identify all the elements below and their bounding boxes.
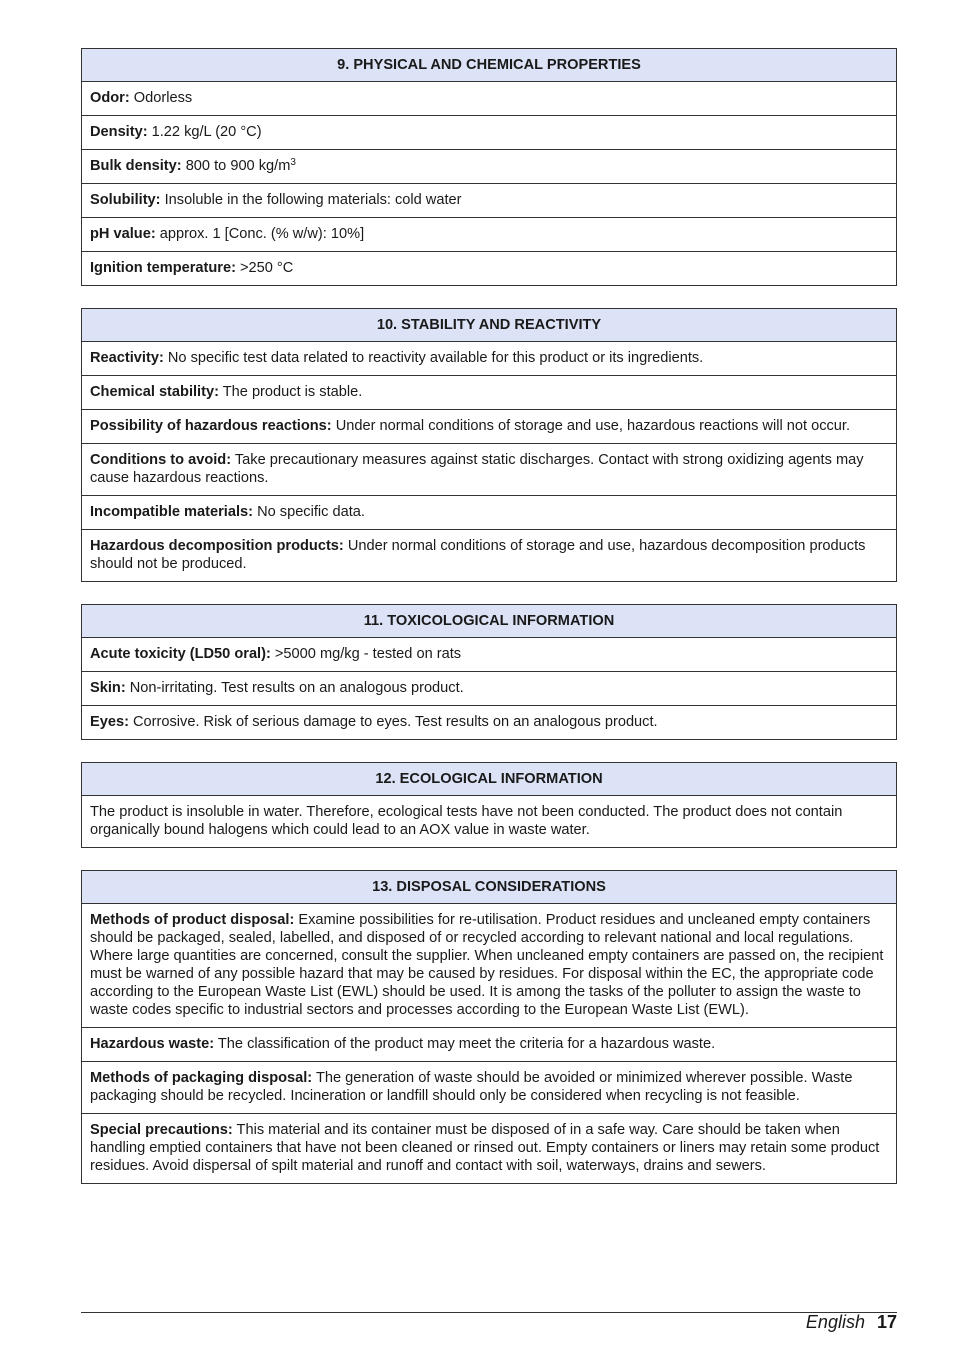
property-row <box>82 116 897 150</box>
property-label: Hazardous waste: <box>90 1036 215 1052</box>
section-title: 9. PHYSICAL AND CHEMICAL PROPERTIES <box>82 49 897 82</box>
property-label: Reactivity: <box>90 350 164 366</box>
property-value: approx. 1 [Conc. (% w/w): 10%] <box>155 226 365 242</box>
property-row <box>82 150 897 184</box>
property-value: Insoluble in the following materials: cold water <box>160 192 462 208</box>
property-value: 1.22 kg/L (20 °C) <box>147 124 262 140</box>
section-physical-chemical-properties <box>81 48 897 286</box>
property-value: >250 °C <box>235 260 294 276</box>
property-row <box>82 376 897 410</box>
property-value: No specific data. <box>253 504 365 520</box>
property-row <box>82 252 897 286</box>
property-label: pH value: <box>90 226 156 242</box>
property-label: Methods of packaging disposal: <box>90 1070 313 1086</box>
property-row <box>82 638 897 672</box>
property-row <box>82 342 897 376</box>
property-label: Chemical stability: <box>90 384 219 400</box>
property-label: Conditions to avoid: <box>90 452 232 468</box>
property-value: Under normal conditions of storage and use, hazardous reactions will not occur. <box>331 418 851 434</box>
property-value: 800 to 900 kg/m <box>181 158 291 174</box>
section-title: 10. STABILITY AND REACTIVITY <box>82 309 897 342</box>
property-label: Incompatible materials: <box>90 504 254 520</box>
property-label: Skin: <box>90 680 126 696</box>
property-value: The classification of the product may meet the criteria for a hazardous waste. <box>214 1036 716 1052</box>
footer-divider <box>81 1312 897 1313</box>
property-label: Methods of product disposal: <box>90 912 295 928</box>
property-row <box>82 444 897 496</box>
property-row <box>82 1062 897 1114</box>
section-disposal-considerations <box>81 870 897 1184</box>
property-label: Density: <box>90 124 148 140</box>
property-row <box>82 184 897 218</box>
property-value: >5000 mg/kg - tested on rats <box>270 646 462 662</box>
property-value: No specific test data related to reactivity available for this product or its ingredients. <box>163 350 704 366</box>
section-title: 11. TOXICOLOGICAL INFORMATION <box>82 605 897 638</box>
page-number: 17 <box>876 1312 897 1332</box>
document-page <box>81 48 897 1206</box>
page-footer <box>806 1311 897 1333</box>
property-row <box>82 218 897 252</box>
property-value: Under normal conditions of storage and use, hazardous decomposition products should not be produced. <box>90 538 866 572</box>
property-label: Special precautions: <box>90 1122 233 1138</box>
property-row <box>82 672 897 706</box>
property-value: This material and its container must be disposed of in a safe way. Care should be taken when handling emptied containers that have not been cleaned or rinsed out. Empty containers or liners may retain some product residues. Avoid dispersal of spilt material and runoff and contact with soil, waterways, drains and sewers. <box>90 1122 880 1174</box>
property-label: Possibility of hazardous reactions: <box>90 418 332 434</box>
property-row <box>82 1028 897 1062</box>
property-value: Corrosive. Risk of serious damage to eyes. Test results on an analogous product. <box>128 714 658 730</box>
property-value: Non-irritating. Test results on an analogous product. <box>125 680 464 696</box>
property-label: Bulk density: <box>90 158 182 174</box>
section-toxicological-information <box>81 604 897 740</box>
section-title: 12. ECOLOGICAL INFORMATION <box>82 763 897 796</box>
property-value: Odorless <box>129 90 193 106</box>
property-value: The generation of waste should be avoided or minimized wherever possible. Waste packaging should be recycled. Incineration or landfill should only be considered when recycling is not feasible. <box>90 1070 853 1104</box>
property-row <box>82 1114 897 1184</box>
property-row <box>82 82 897 116</box>
property-row <box>82 904 897 1028</box>
property-label: Odor: <box>90 90 130 106</box>
property-label: Ignition temperature: <box>90 260 236 276</box>
property-label: Eyes: <box>90 714 129 730</box>
property-row <box>82 496 897 530</box>
property-label: Solubility: <box>90 192 161 208</box>
property-value: Take precautionary measures against static discharges. Contact with strong oxidizing agents may cause hazardous reactions. <box>90 452 864 486</box>
property-label: Acute toxicity (LD50 oral): <box>90 646 271 662</box>
superscript: 3 <box>290 157 296 168</box>
property-row <box>82 530 897 582</box>
property-value: Examine possibilities for re-utilisation. Product residues and uncleaned empty containers should be packaged, sealed, labelled, and disposed of or recycled according to relevant national and local regulations. Where large quantities are concerned, consult the supplier. When uncleaned empty containers are passed on, the recipient must be warned of any possible hazard that may be caused by residues. For disposal within the EC, the appropriate code according to the European Waste List (EWL) should be used. It is among the tasks of the polluter to assign the waste to waste codes specific to industrial sectors and processes according to the European Waste List (EWL). <box>90 912 884 1018</box>
section-stability-reactivity <box>81 308 897 582</box>
property-row <box>82 706 897 740</box>
property-label: Hazardous decomposition products: <box>90 538 344 554</box>
section-ecological-information <box>81 762 897 848</box>
section-title: 13. DISPOSAL CONSIDERATIONS <box>82 871 897 904</box>
paragraph: The product is insoluble in water. Therefore, ecological tests have not been conducted. The product does not contain organically bound halogens which could lead to an AOX value in waste water. <box>82 796 897 848</box>
property-value: The product is stable. <box>218 384 363 400</box>
footer-language: English <box>805 1312 865 1332</box>
property-row <box>82 410 897 444</box>
